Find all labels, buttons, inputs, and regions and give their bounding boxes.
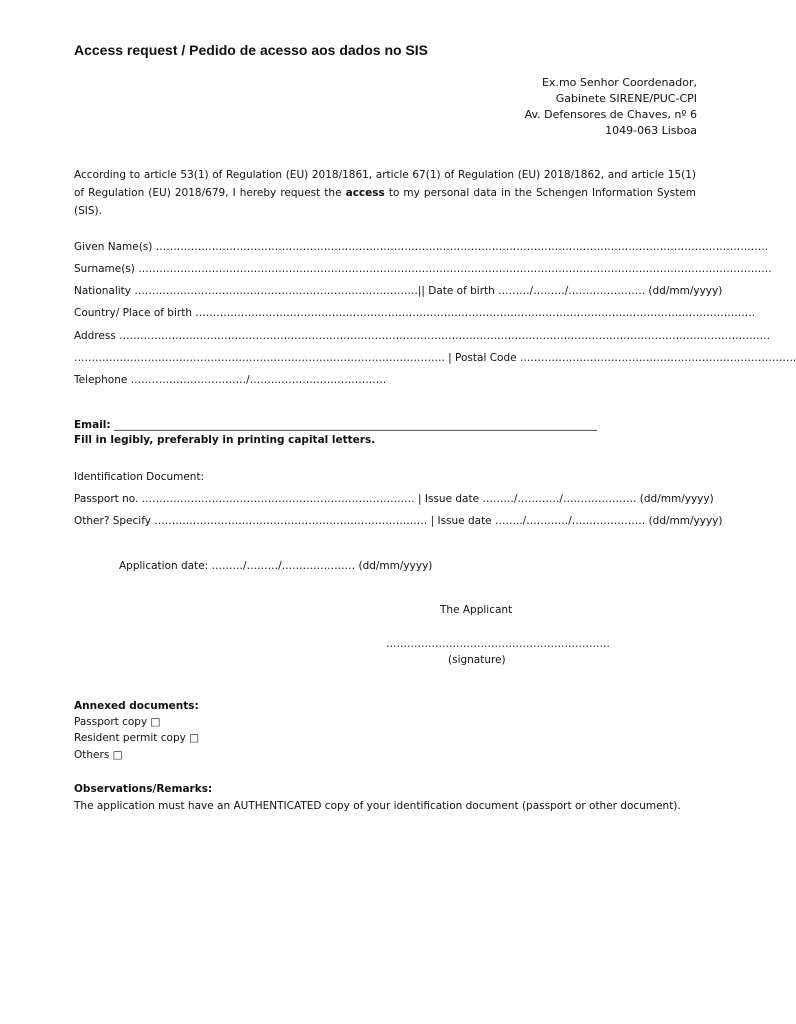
email-field[interactable] [74, 419, 690, 431]
given-name-field[interactable]: Given Name(s) …………………………………………………………………………………………………………………………………………………………. [74, 241, 769, 253]
observations-heading: Observations/Remarks: [74, 783, 213, 795]
email-underline: ____________________________________________________________________________________________ [110, 419, 597, 431]
telephone-field[interactable]: Telephone ……………………………/………………………………… [74, 374, 387, 386]
other-id-field[interactable]: Other? Specify …………………………………………………………………… | Issue date ……../…………/………………… (dd/mm/yyyy) [74, 515, 723, 527]
signature-line[interactable]: ………………………………………………………. [386, 638, 610, 650]
annexed-resident-permit-checkbox[interactable]: Resident permit copy □ [74, 732, 200, 744]
annexed-passport-checkbox[interactable]: Passport copy □ [74, 716, 161, 728]
annexed-others-checkbox[interactable]: Others □ [74, 749, 123, 761]
recipient-address [525, 75, 697, 139]
address-line-4: 1049-063 Lisboa [605, 124, 697, 137]
intro-bold-access: access [345, 187, 385, 199]
application-date-field[interactable]: Application date: ………/………/………………… (dd/mm/yyyy) [119, 560, 433, 572]
address-field-1[interactable]: Address …………………………………………………………………………………………………………………………………………………………………… [74, 330, 771, 342]
address-line-2: Gabinete SIRENE/PUC-CPI [555, 92, 697, 105]
address-line-3: Av. Defensores de Chaves, nº 6 [524, 108, 697, 121]
nationality-dob-field[interactable]: Nationality ………………………………………………………………………|| Date of birth ………/………/…………………. (dd/mm/yyyy) [74, 285, 723, 297]
address-line-1: Ex.mo Senhor Coordenador, [541, 76, 697, 89]
intro-text-2: to my personal data in the Schengen Information System (SIS). [74, 187, 697, 217]
country-birth-field[interactable]: Country/ Place of birth ……………………………………………………………………………………………………………………………………………. [74, 307, 756, 319]
intro-text-1: According to article 53(1) of Regulation (EU) 2018/1861, article 67(1) of Regulation (EU) 2018/1862, and article 15(1) of Regulation (EU) 2018/679, I hereby request the [74, 169, 696, 199]
applicant-label: The Applicant [440, 604, 513, 616]
annexed-heading: Annexed documents: [74, 700, 199, 712]
address-postal-field[interactable]: ……………………………………………………………………………………………. | Postal Code ……………………………………………………………………. [74, 352, 796, 364]
signature-caption: (signature) [448, 654, 506, 666]
intro-paragraph [74, 166, 696, 220]
observations-text: The application must have an AUTHENTICATED copy of your identification document (passport or other document). [74, 800, 681, 812]
identification-heading: Identification Document: [74, 471, 205, 483]
email-label: Email: [74, 419, 111, 431]
document-title: Access request / Pedido de acesso aos dados no SIS [74, 42, 429, 58]
passport-field[interactable]: Passport no. …………………………………………………………………… | Issue date ………/…………/………………… (dd/mm/yyyy) [74, 493, 714, 505]
fill-note: Fill in legibly, preferably in printing capital letters. [74, 434, 376, 446]
surname-field[interactable]: Surname(s) ………………………………………………………………………………………………………………………………………………………………. [74, 263, 772, 275]
